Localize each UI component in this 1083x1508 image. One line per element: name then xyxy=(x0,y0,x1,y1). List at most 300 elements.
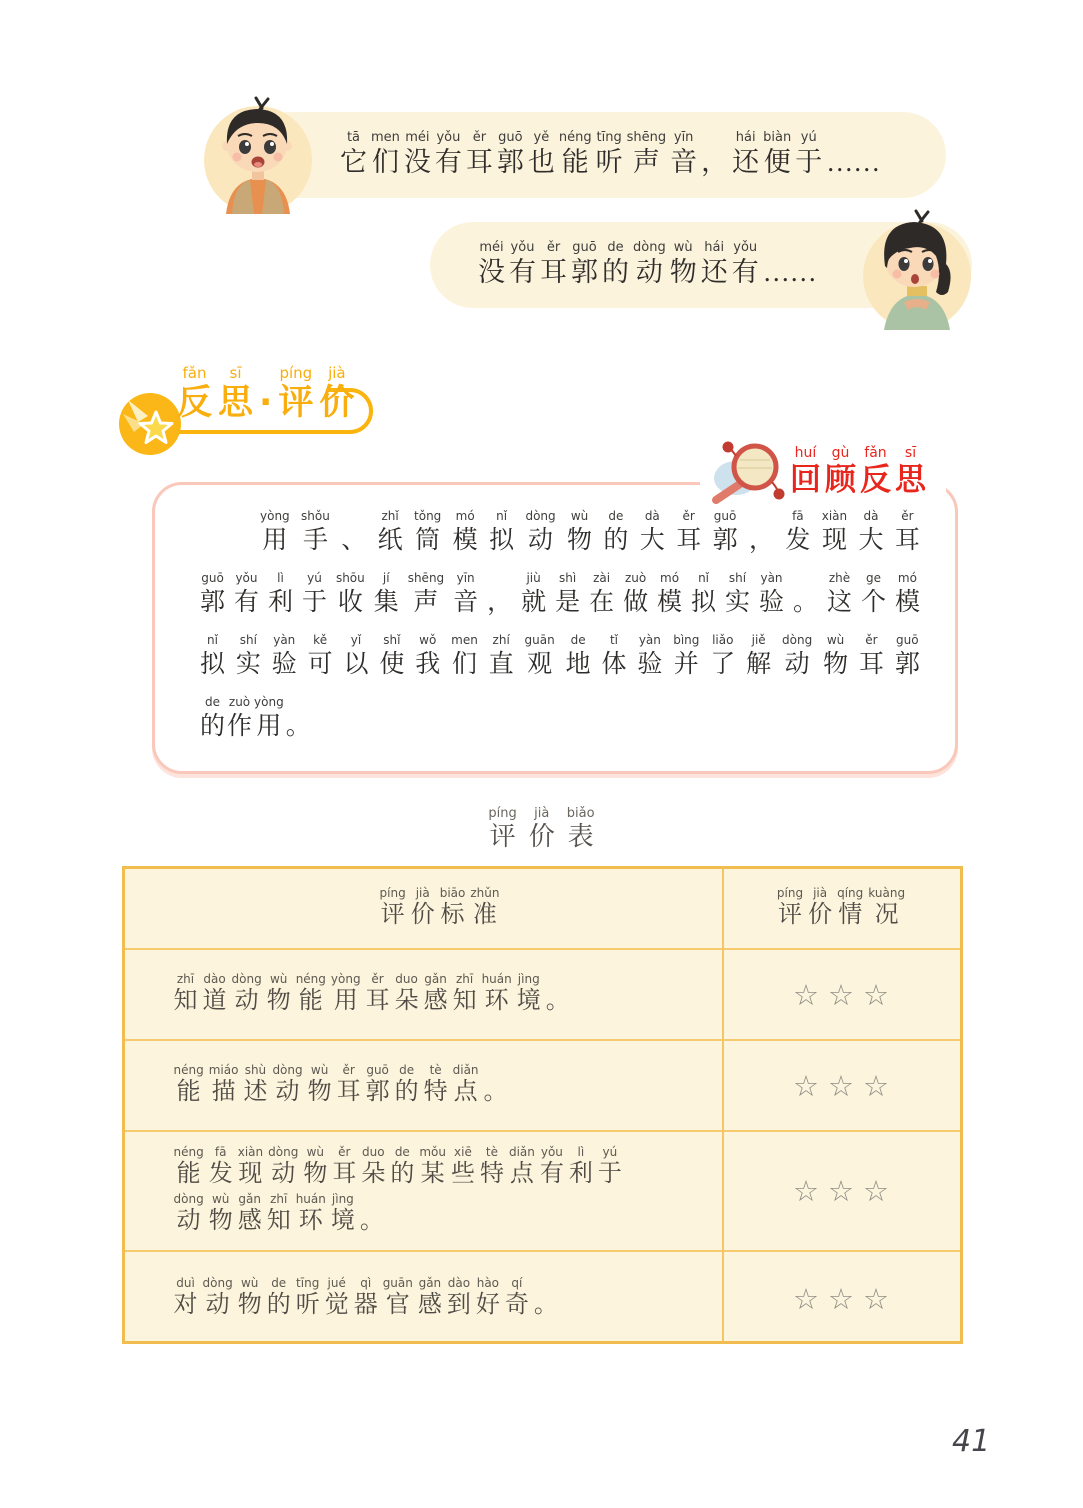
ruby-char xyxy=(759,571,784,619)
ruby-char xyxy=(777,886,803,931)
ruby-char xyxy=(825,445,856,499)
ruby-char xyxy=(259,364,272,424)
ruby-char xyxy=(860,445,891,499)
ruby-char xyxy=(601,633,626,681)
pinyin: qíng xyxy=(837,886,864,900)
ruby-char xyxy=(238,1145,263,1190)
hanzi: 模 xyxy=(657,589,683,616)
pinyin: fā xyxy=(214,1145,227,1159)
hanzi: 物 xyxy=(823,651,849,678)
ruby-char xyxy=(340,130,367,180)
hanzi: 实 xyxy=(725,589,751,616)
hanzi: 耳 xyxy=(894,527,920,554)
ruby-char xyxy=(254,695,284,743)
pinyin: jià xyxy=(534,806,550,821)
ruby-char xyxy=(505,1276,529,1321)
pinyin: huí xyxy=(794,445,817,461)
hanzi: 某 xyxy=(420,1161,445,1187)
ruby-char xyxy=(200,571,225,619)
pinyin: zhè xyxy=(828,571,851,585)
ruby-char xyxy=(670,130,697,180)
header-cell-status xyxy=(722,869,960,948)
ruby-char xyxy=(418,1276,442,1321)
hanzi: 顾 xyxy=(825,462,856,498)
ruby-char xyxy=(380,886,406,931)
hanzi: 这 xyxy=(826,589,852,616)
ruby-char xyxy=(260,509,290,557)
ruby-char xyxy=(895,445,926,499)
hanzi: ， xyxy=(701,147,729,177)
ruby-char xyxy=(725,571,750,619)
ruby-char xyxy=(378,509,403,557)
pinyin: liǎo xyxy=(712,633,734,647)
ruby-char xyxy=(308,633,333,681)
pinyin: jiě xyxy=(751,633,766,647)
hanzi: 有 xyxy=(509,257,536,287)
ruby-char xyxy=(589,571,614,619)
pinyin: guān xyxy=(524,633,555,647)
pinyin: hái xyxy=(704,240,725,255)
ruby-char xyxy=(640,509,665,557)
hanzi: 觉 xyxy=(324,1292,349,1318)
pinyin: kuàng xyxy=(868,886,906,900)
pinyin: men xyxy=(371,130,400,145)
ruby-char xyxy=(534,1276,558,1321)
table-row xyxy=(125,1039,960,1130)
pinyin xyxy=(851,130,855,145)
hanzi: 反 xyxy=(860,462,891,498)
pinyin: tǐ xyxy=(609,633,618,647)
ruby-char xyxy=(701,130,728,180)
pinyin: yòng xyxy=(260,509,290,523)
pinyin: huán xyxy=(481,972,512,986)
ruby-char xyxy=(267,1192,291,1237)
ruby-char xyxy=(453,509,478,557)
hanzi: …… xyxy=(826,147,881,177)
ruby-char xyxy=(238,1192,262,1237)
hanzi: 用 xyxy=(256,713,282,740)
pinyin: xiàn xyxy=(237,1145,264,1159)
hanzi: 有 xyxy=(539,1161,564,1187)
ruby-char xyxy=(267,1276,291,1321)
pinyin: biàn xyxy=(763,130,792,145)
hanzi: 感 xyxy=(237,1208,262,1234)
pinyin: sī xyxy=(904,445,917,461)
ruby-char xyxy=(411,886,435,931)
ruby-char xyxy=(470,886,499,931)
ruby-char xyxy=(268,571,293,619)
ruby-char xyxy=(633,240,666,290)
pinyin: de xyxy=(607,240,624,255)
pinyin: yǒu xyxy=(733,240,758,255)
ruby-char xyxy=(627,130,667,180)
pinyin: zuò xyxy=(624,571,647,585)
pinyin: yīn xyxy=(456,571,475,585)
hanzi: 音 xyxy=(453,589,479,616)
hanzi: 能 xyxy=(561,147,589,177)
hanzi: …… xyxy=(762,257,817,287)
pinyin xyxy=(296,695,300,710)
ruby-char xyxy=(823,633,848,681)
pinyin: xiē xyxy=(454,1145,472,1159)
hanzi: 好 xyxy=(475,1292,500,1318)
pinyin: jià xyxy=(328,364,346,382)
criteria-text xyxy=(171,1276,708,1321)
ruby-char xyxy=(383,1276,413,1321)
ruby-char xyxy=(785,509,810,557)
hanzi: 特 xyxy=(479,1161,504,1187)
ruby-char xyxy=(366,972,390,1017)
pinyin: wù xyxy=(673,240,693,255)
hanzi: 情 xyxy=(838,902,863,928)
hanzi: 体 xyxy=(601,651,627,678)
pinyin xyxy=(498,571,502,586)
ruby-char xyxy=(451,633,478,681)
pinyin xyxy=(263,364,268,382)
table-column-divider xyxy=(722,869,724,1341)
pinyin: huán xyxy=(295,1192,326,1206)
hanzi: 我 xyxy=(415,651,441,678)
ruby-char xyxy=(209,1192,233,1237)
hanzi: 的 xyxy=(200,713,226,740)
hanzi: 到 xyxy=(446,1292,471,1318)
hanzi: 郭 xyxy=(712,527,738,554)
pinyin: dà xyxy=(644,509,660,523)
pinyin: zhǐ xyxy=(381,509,399,523)
hanzi: 于 xyxy=(795,147,823,177)
ruby-char xyxy=(200,633,225,681)
hanzi: 评 xyxy=(278,383,314,423)
header-criteria-text xyxy=(377,886,502,931)
hanzi: 模 xyxy=(452,527,478,554)
hanzi: 观 xyxy=(527,651,553,678)
ruby-char xyxy=(236,633,261,681)
ruby-char xyxy=(528,130,555,180)
pinyin: gǎn xyxy=(424,972,447,986)
hanzi: 对 xyxy=(173,1292,198,1318)
pinyin: duì xyxy=(176,1276,195,1290)
criteria-cell xyxy=(125,1041,722,1130)
pinyin: shōu xyxy=(335,571,365,585)
rattle-drum-icon xyxy=(700,440,788,504)
ruby-char xyxy=(478,240,505,290)
hanzi: 们 xyxy=(451,651,477,678)
hanzi: 有 xyxy=(731,257,759,287)
paragraph-line-4 xyxy=(199,695,921,743)
ruby-char xyxy=(331,1192,355,1237)
hanzi: 解 xyxy=(746,651,772,678)
pinyin: tǒng xyxy=(414,509,442,523)
ruby-char xyxy=(567,509,592,557)
pinyin: gǎn xyxy=(238,1192,261,1206)
pinyin: jià xyxy=(415,886,430,900)
ruby-char xyxy=(732,240,759,290)
pinyin: qì xyxy=(360,1276,372,1290)
ruby-char xyxy=(174,1145,204,1190)
pinyin: de xyxy=(271,1276,287,1290)
hanzi: 思 xyxy=(218,383,254,423)
header-status-text xyxy=(774,886,907,931)
ruby-char xyxy=(336,571,365,619)
ruby-char xyxy=(174,972,198,1017)
ruby-char xyxy=(301,509,330,557)
hanzi: 还 xyxy=(700,257,728,287)
hanzi: 验 xyxy=(271,651,297,678)
ruby-char xyxy=(861,571,886,619)
ruby-char xyxy=(419,1145,446,1190)
hanzi: 知 xyxy=(173,988,198,1014)
ruby-char xyxy=(596,130,623,180)
pinyin: guō xyxy=(366,1063,389,1077)
paragraph-line-1 xyxy=(199,509,921,557)
eval-table xyxy=(122,866,963,1344)
hanzi: 环 xyxy=(298,1208,323,1234)
hanzi: 郭 xyxy=(894,651,920,678)
ruby-char xyxy=(868,886,905,931)
pinyin: nǐ xyxy=(698,571,710,585)
pinyin: tè xyxy=(485,1145,498,1159)
hanzi: 筒 xyxy=(415,527,441,554)
hanzi: 耳 xyxy=(858,651,884,678)
ruby-char xyxy=(174,1063,204,1108)
ruby-char xyxy=(414,509,441,557)
hanzi: 做 xyxy=(623,589,649,616)
hanzi: 动 xyxy=(528,527,554,554)
pinyin: ěr xyxy=(371,972,384,986)
ruby-char xyxy=(268,1145,298,1190)
ruby-char xyxy=(859,633,884,681)
criteria-cell xyxy=(125,950,722,1039)
ruby-char xyxy=(517,972,541,1017)
pinyin xyxy=(760,509,764,524)
ruby-char xyxy=(509,1145,535,1190)
hanzi: 道 xyxy=(202,988,227,1014)
pinyin: zhǔn xyxy=(470,886,500,900)
pinyin: yòng xyxy=(330,972,361,986)
ruby-char xyxy=(227,695,252,743)
hanzi: ， xyxy=(748,527,774,554)
pinyin: nǐ xyxy=(496,509,508,523)
hanzi: 动 xyxy=(234,988,259,1014)
hanzi: 拟 xyxy=(200,651,226,678)
header-cell-criteria xyxy=(125,869,722,948)
pinyin: diǎn xyxy=(508,1145,535,1159)
hanzi: 发 xyxy=(208,1161,233,1187)
section-title-text xyxy=(174,364,357,424)
pinyin: fǎn xyxy=(864,445,887,461)
ruby-char xyxy=(272,1063,302,1108)
ruby-char xyxy=(234,571,259,619)
pinyin: mó xyxy=(897,571,917,585)
recall-label-text xyxy=(788,445,928,499)
hanzi: 动 xyxy=(271,1161,296,1187)
pinyin: shēng xyxy=(626,130,667,145)
pinyin: de xyxy=(394,1145,410,1159)
hanzi: 现 xyxy=(238,1161,263,1187)
hanzi: 验 xyxy=(637,651,663,678)
ruby-char xyxy=(453,972,477,1017)
speech-bubble-boy xyxy=(246,112,946,198)
ruby-char xyxy=(782,633,812,681)
hanzi: 大 xyxy=(639,527,665,554)
hanzi: 动 xyxy=(275,1079,300,1105)
ruby-char xyxy=(822,509,847,557)
pinyin: mó xyxy=(660,571,680,585)
hanzi: 。 xyxy=(285,713,311,740)
pinyin: dòng xyxy=(202,1276,233,1290)
hanzi: 可 xyxy=(307,651,333,678)
hanzi: 的 xyxy=(603,527,629,554)
pinyin: dòng xyxy=(272,1063,303,1077)
ruby-char xyxy=(325,1276,349,1321)
pinyin: dòng xyxy=(525,509,556,523)
pinyin: guō xyxy=(572,240,597,255)
pinyin: ěr xyxy=(338,1145,351,1159)
pinyin: dào xyxy=(447,1276,471,1290)
ruby-char xyxy=(566,633,591,681)
hanzi: 准 xyxy=(472,902,497,928)
hanzi: 使 xyxy=(379,651,405,678)
hanzi: 能 xyxy=(176,1079,201,1105)
ruby-char xyxy=(203,1276,233,1321)
ruby-char xyxy=(546,972,570,1017)
ruby-char xyxy=(749,509,774,557)
hanzi: 郭 xyxy=(571,257,598,287)
ruby-char xyxy=(895,509,920,557)
hanzi: 耳 xyxy=(332,1161,357,1187)
pinyin: de xyxy=(205,695,220,709)
boy-avatar-icon xyxy=(196,92,320,216)
pinyin: néng xyxy=(558,130,592,145)
pinyin: lì xyxy=(277,571,284,585)
pinyin: yàn xyxy=(638,633,661,647)
pinyin: guō xyxy=(713,509,737,523)
ruby-char xyxy=(598,1145,622,1190)
ruby-char xyxy=(404,130,431,180)
pinyin: píng xyxy=(279,364,313,382)
ruby-char xyxy=(637,633,662,681)
hanzi: 能 xyxy=(298,988,323,1014)
ruby-char xyxy=(238,1276,262,1321)
ruby-char xyxy=(453,571,478,619)
pinyin: guō xyxy=(896,633,919,647)
table-header-row xyxy=(125,869,960,948)
pinyin: píng xyxy=(776,886,804,900)
ruby-char xyxy=(670,240,697,290)
pinyin: wǒ xyxy=(419,633,437,647)
ruby-char xyxy=(209,1145,233,1190)
hanzi: 。 xyxy=(545,988,570,1014)
hanzi: 在 xyxy=(589,589,615,616)
page-number: 41 xyxy=(952,1424,991,1459)
pinyin: de xyxy=(570,633,586,647)
ruby-char xyxy=(476,1276,500,1321)
criteria-cell xyxy=(125,1252,722,1345)
hanzi: 并 xyxy=(673,651,699,678)
table-row xyxy=(125,1130,960,1250)
pinyin: mǒu xyxy=(419,1145,446,1159)
hanzi: 直 xyxy=(488,651,514,678)
recall-label xyxy=(788,445,928,499)
criteria-cell xyxy=(125,1132,722,1250)
pinyin: guān xyxy=(382,1276,413,1290)
hanzi: 以 xyxy=(343,651,369,678)
pinyin: shǒu xyxy=(301,509,330,523)
ruby-char xyxy=(379,633,404,681)
hanzi: 物 xyxy=(567,527,593,554)
pinyin: zài xyxy=(593,571,611,585)
pinyin: néng xyxy=(173,1063,204,1077)
pinyin: shēng xyxy=(407,571,445,585)
ruby-char xyxy=(451,1145,475,1190)
ruby-char xyxy=(497,130,524,180)
pinyin: diǎn xyxy=(452,1063,479,1077)
ruby-char xyxy=(509,240,536,290)
criteria-text-line2 xyxy=(171,1192,708,1237)
pinyin: zhī xyxy=(455,972,474,986)
ruby-char xyxy=(374,571,399,619)
hanzi: 表 xyxy=(567,822,594,851)
pinyin: wù xyxy=(240,1276,259,1290)
pinyin: dòng xyxy=(782,633,813,647)
section-header-reflect-evaluate xyxy=(112,360,412,464)
ruby-char xyxy=(480,1145,504,1190)
pinyin: tīng xyxy=(596,130,622,145)
hanzi: 没 xyxy=(403,147,431,177)
pinyin: shí xyxy=(239,633,257,647)
ruby-char xyxy=(395,972,419,1017)
pinyin: jià xyxy=(813,886,828,900)
hanzi: 价 xyxy=(808,902,833,928)
ruby-char xyxy=(200,695,225,743)
hanzi: 感 xyxy=(417,1292,442,1318)
pinyin: tīng xyxy=(296,1276,320,1290)
hanzi: 物 xyxy=(307,1079,332,1105)
ruby-char xyxy=(424,1063,448,1108)
hanzi: 价 xyxy=(410,902,435,928)
ruby-char xyxy=(529,806,555,853)
pinyin: dòng xyxy=(173,1192,204,1206)
hanzi: 的 xyxy=(390,1161,415,1187)
ruby-char xyxy=(701,240,728,290)
pinyin: biǎo xyxy=(566,806,595,821)
pinyin: yòng xyxy=(254,695,284,709)
ruby-char xyxy=(232,972,262,1017)
pinyin: ge xyxy=(865,571,881,585)
pinyin: mó xyxy=(455,509,475,523)
hanzi: 评 xyxy=(489,822,516,851)
hanzi: 拟 xyxy=(489,527,515,554)
pinyin: yàn xyxy=(273,633,296,647)
criteria-text xyxy=(171,1063,708,1108)
hanzi: 有 xyxy=(434,147,462,177)
hanzi: · xyxy=(259,383,273,423)
pinyin: dòng xyxy=(231,972,262,986)
hanzi: 们 xyxy=(371,147,399,177)
hanzi: 用 xyxy=(333,988,358,1014)
ruby-char xyxy=(267,972,291,1017)
ruby-char xyxy=(447,1276,471,1321)
hanzi: 特 xyxy=(423,1079,448,1105)
recall-label-group xyxy=(700,438,946,506)
hanzi: 物 xyxy=(669,257,697,287)
ruby-char xyxy=(371,130,400,180)
pinyin: píng xyxy=(488,806,517,821)
hanzi: 物 xyxy=(208,1208,233,1234)
hanzi: 了 xyxy=(710,651,736,678)
ruby-char xyxy=(713,509,738,557)
ruby-char xyxy=(209,1063,239,1108)
